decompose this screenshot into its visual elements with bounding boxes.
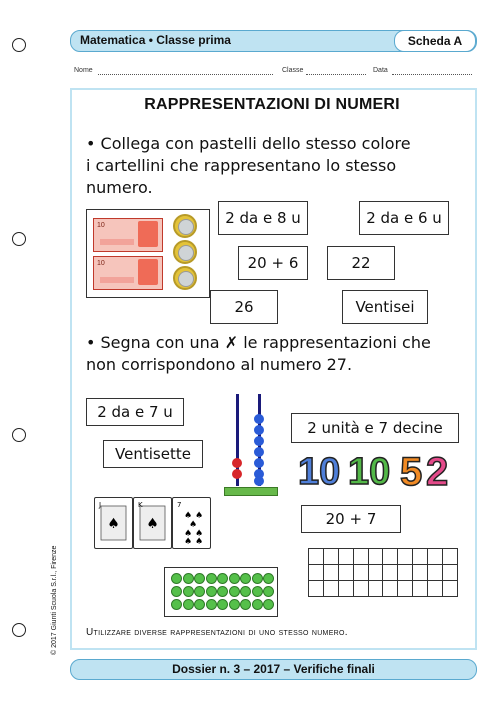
bead bbox=[183, 573, 194, 584]
bead bbox=[263, 599, 274, 610]
bead bbox=[229, 573, 240, 584]
playing-card-icon[interactable] bbox=[172, 497, 211, 549]
instruction-2-line: non corrispondono al numero 27. bbox=[86, 355, 353, 374]
bead bbox=[171, 573, 182, 584]
bead bbox=[229, 599, 240, 610]
svg-text:♠: ♠ bbox=[184, 511, 193, 521]
bead bbox=[206, 586, 217, 597]
date-field[interactable] bbox=[392, 74, 472, 75]
svg-text:♠: ♠ bbox=[195, 529, 204, 539]
svg-text:♠: ♠ bbox=[195, 511, 204, 521]
bead bbox=[252, 599, 263, 610]
instruction-1-line: i cartellini che rappresentano lo stesso bbox=[86, 156, 397, 175]
playing-card-icon[interactable] bbox=[94, 497, 133, 549]
name-field[interactable] bbox=[98, 74, 273, 75]
bead bbox=[252, 573, 263, 584]
instruction-2 bbox=[86, 332, 431, 376]
svg-text:♠: ♠ bbox=[195, 537, 204, 547]
digit-5-orange: 5 bbox=[400, 450, 423, 494]
bead bbox=[263, 573, 274, 584]
binder-hole-icon bbox=[12, 232, 26, 246]
worksheet-title: RAPPRESENTAZIONI DI NUMERI bbox=[144, 96, 400, 113]
copyright: © 2017 Giunti Scuola S.r.l., Firenze bbox=[51, 545, 58, 655]
number-card[interactable]: Ventisette bbox=[103, 440, 203, 468]
number-card[interactable]: 2 da e 8 u bbox=[218, 201, 308, 235]
binder-hole-icon bbox=[12, 38, 26, 52]
euro-coin-icon bbox=[173, 266, 197, 290]
digit-2-pink: 2 bbox=[426, 450, 449, 494]
svg-text:J: J bbox=[99, 501, 102, 509]
note-label: 10 bbox=[97, 260, 105, 267]
euro-note-icon bbox=[93, 218, 163, 252]
date-field-label: Data bbox=[373, 67, 388, 74]
euro-coin-icon bbox=[173, 214, 197, 238]
number-card[interactable]: Ventisei bbox=[342, 290, 428, 324]
binder-hole-icon bbox=[12, 623, 26, 637]
bead bbox=[240, 573, 251, 584]
bead bbox=[183, 586, 194, 597]
bead bbox=[217, 573, 228, 584]
playing-card-icon[interactable] bbox=[133, 497, 172, 549]
number-card[interactable]: 22 bbox=[327, 246, 395, 280]
number-card[interactable]: 2 da e 7 u bbox=[86, 398, 184, 426]
svg-text:K: K bbox=[138, 501, 143, 509]
class-field[interactable] bbox=[306, 74, 366, 75]
abacus-icon[interactable] bbox=[222, 392, 278, 496]
caption: Utilizzare diverse rappresentazioni di uno stesso numero. bbox=[86, 627, 348, 638]
number-card[interactable]: 2 da e 6 u bbox=[359, 201, 449, 235]
instruction-1-line: • Collega con pastelli dello stesso colore bbox=[86, 134, 411, 153]
grid-icon[interactable] bbox=[308, 548, 458, 597]
sheet-label: Scheda A bbox=[394, 30, 476, 52]
digit-10-green: 10 bbox=[348, 451, 391, 493]
euro-note-icon bbox=[93, 256, 163, 290]
svg-text:♠: ♠ bbox=[107, 516, 120, 532]
svg-text:♠: ♠ bbox=[189, 520, 198, 530]
svg-text:♠: ♠ bbox=[184, 537, 193, 547]
bead bbox=[206, 573, 217, 584]
euro-coin-icon bbox=[173, 240, 197, 264]
bead bbox=[194, 573, 205, 584]
name-field-label: Nome bbox=[74, 67, 93, 74]
bead bbox=[206, 599, 217, 610]
binder-hole-icon bbox=[12, 428, 26, 442]
bead bbox=[229, 586, 240, 597]
svg-text:♠: ♠ bbox=[184, 529, 193, 539]
svg-text:♠: ♠ bbox=[146, 516, 159, 532]
number-card[interactable]: 20 + 6 bbox=[238, 246, 308, 280]
bead bbox=[194, 599, 205, 610]
bead bbox=[263, 586, 274, 597]
bead bbox=[240, 599, 251, 610]
class-field-label: Classe bbox=[282, 67, 304, 74]
instruction-1-line: numero. bbox=[86, 178, 153, 197]
digit-numbers[interactable] bbox=[298, 450, 458, 496]
number-card[interactable]: 26 bbox=[210, 290, 278, 324]
footer-bar: Dossier n. 3 – 2017 – Verifiche finali bbox=[70, 659, 477, 680]
bead bbox=[240, 586, 251, 597]
digit-10-blue: 10 bbox=[298, 451, 341, 493]
money-box[interactable] bbox=[86, 209, 210, 298]
subject-title: Matematica • Classe prima bbox=[80, 33, 231, 47]
bead bbox=[183, 599, 194, 610]
bead bbox=[171, 586, 182, 597]
bead bbox=[217, 599, 228, 610]
bead bbox=[194, 586, 205, 597]
bead bbox=[217, 586, 228, 597]
bead bbox=[252, 586, 263, 597]
bead-string-icon[interactable] bbox=[164, 567, 278, 617]
number-card[interactable]: 20 + 7 bbox=[301, 505, 401, 533]
instruction-2-line: • Segna con una ✗ le rappresentazioni che bbox=[86, 333, 431, 352]
instruction-1 bbox=[86, 133, 411, 199]
number-card[interactable]: 2 unità e 7 decine bbox=[291, 413, 459, 443]
svg-text:7: 7 bbox=[177, 501, 182, 509]
note-label: 10 bbox=[97, 222, 105, 229]
bead bbox=[171, 599, 182, 610]
